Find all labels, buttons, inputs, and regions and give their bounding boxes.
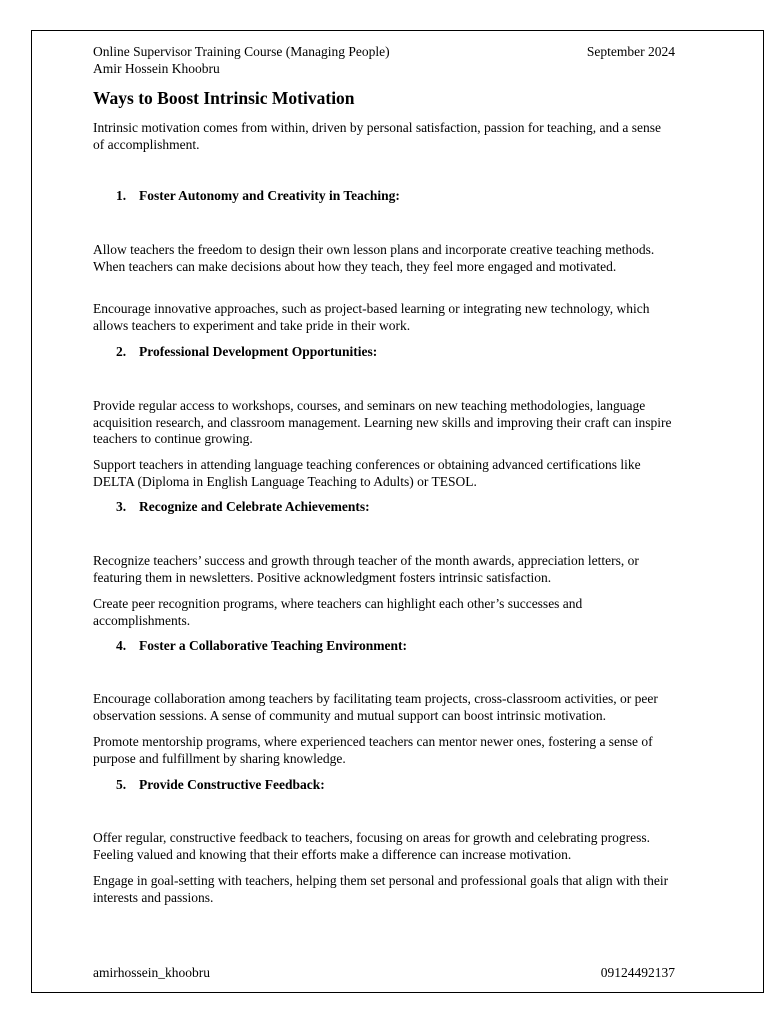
section-heading-text-2: Professional Development Opportunities: (139, 344, 378, 359)
section-heading-text-1: Foster Autonomy and Creativity in Teaching: (139, 188, 400, 203)
section-heading-5 (116, 777, 325, 794)
section-1-paragraph-1: Allow teachers the freedom to design their own lesson plans and incorporate creative teaching methods. When teachers can make decisions about how they teach, they feel more engaged and motivated. (93, 242, 655, 274)
section-4-paragraph-1: Encourage collaboration among teachers by facilitating team projects, cross-classroom activities, or peer observation sessions. A sense of community and mutual support can boost intrinsic motivation. (93, 691, 658, 723)
section-heading-text-4: Foster a Collaborative Teaching Environment: (139, 638, 408, 653)
page-header (93, 44, 675, 77)
section-2-paragraph-1: Provide regular access to workshops, courses, and seminars on new teaching methodologies, language acquisition research, and classroom management. Learning new skills and improving their craft can inspire teachers to continue growing. (93, 398, 672, 446)
author-name: Amir Hossein Khoobru (93, 60, 220, 76)
section-number-3: 3. (116, 499, 127, 514)
section-number-1: 1. (116, 188, 127, 203)
document-date: September 2024 (586, 44, 675, 59)
section-number-2: 2. (116, 344, 127, 359)
section-number-4: 4. (116, 638, 127, 653)
section-2-paragraph-2: Support teachers in attending language teaching conferences or obtaining advanced certifications like DELTA (Diploma in English Language Teaching to Adults) or TESOL. (93, 457, 641, 489)
section-5-paragraph-2: Engage in goal-setting with teachers, helping them set personal and professional goals that align with their interests and passions. (93, 873, 669, 905)
section-3-paragraph-2: Create peer recognition programs, where teachers can highlight each other’s successes and accomplishments. (93, 596, 583, 628)
section-heading-3 (116, 499, 370, 516)
course-title: Online Supervisor Training Course (Managing People) (93, 44, 390, 59)
section-3-paragraph-1: Recognize teachers’ success and growth through teacher of the month awards, appreciation letters, or featuring them in newsletters. Positive acknowledgment fosters intrinsic satisfaction. (93, 553, 639, 585)
section-heading-text-5: Provide Constructive Feedback: (139, 777, 325, 792)
section-heading-4 (116, 638, 407, 655)
section-heading-text-3: Recognize and Celebrate Achievements: (139, 499, 370, 514)
section-5-paragraph-1: Offer regular, constructive feedback to teachers, focusing on areas for growth and celebrating progress. Feeling valued and knowing that their efforts make a difference can increase motivation. (93, 830, 650, 862)
section-heading-1 (116, 188, 400, 205)
footer-phone: 09124492137 (600, 965, 675, 980)
page-footer (93, 965, 675, 981)
footer-username: amirhossein_khoobru (93, 965, 210, 980)
page-title: Ways to Boost Intrinsic Motivation (93, 88, 355, 108)
section-number-5: 5. (116, 777, 127, 792)
section-1-paragraph-2: Encourage innovative approaches, such as project-based learning or integrating new technology, which allows teachers to experiment and take pride in their work. (93, 301, 650, 333)
section-heading-2 (116, 344, 377, 361)
section-4-paragraph-2: Promote mentorship programs, where experienced teachers can mentor newer ones, fostering a sense of purpose and fulfillment by sharing knowledge. (93, 734, 653, 766)
intro-paragraph: Intrinsic motivation comes from within, driven by personal satisfaction, passion for teaching, and a sense of accomplishment. (93, 120, 661, 152)
